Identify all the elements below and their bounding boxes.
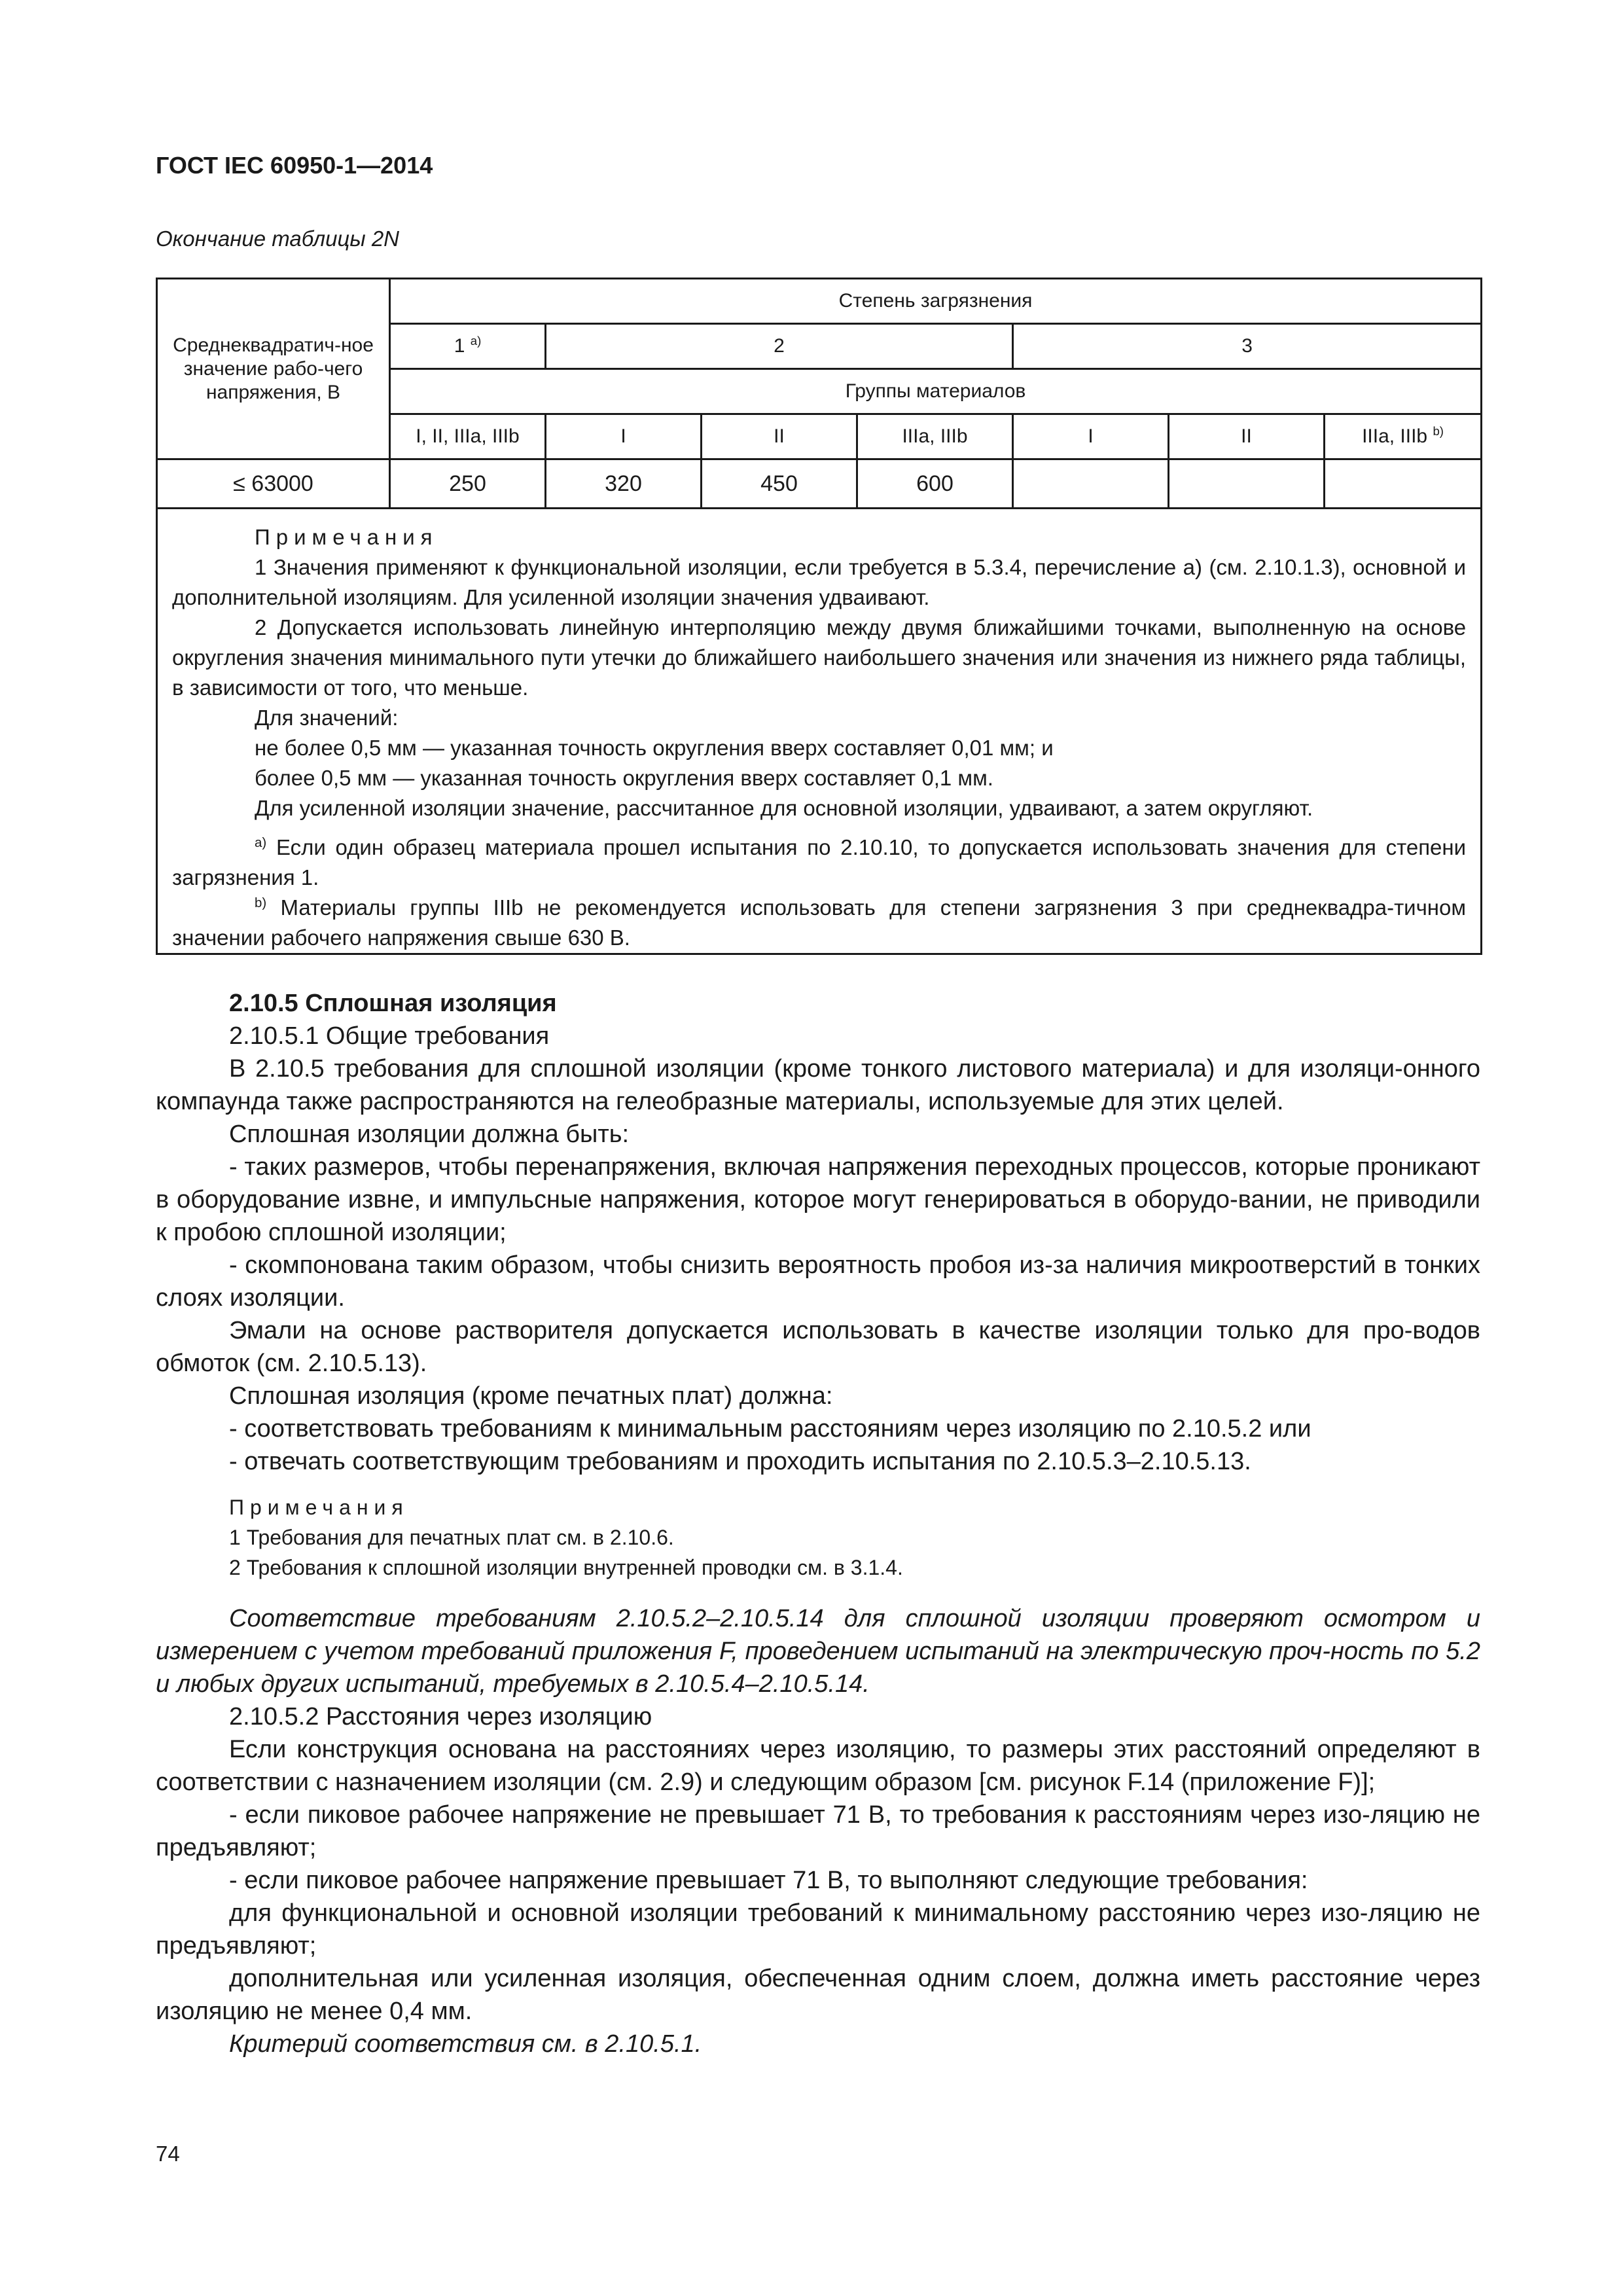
paragraph: дополнительная или усиленная изоляция, обеспеченная одним слоем, должна иметь расстояние через изоляцию не менее 0,4 мм. [156, 1965, 1480, 2025]
paragraph: Эмали на основе растворителя допускается использовать в качестве изоляции только для про-водов обмоток (см. 2.10.5.13). [156, 1317, 1480, 1377]
list-item: - отвечать соответствующим требованиям и проходить испытания по 2.10.5.3–2.10.5.13. [229, 1448, 1251, 1475]
page-number: 74 [156, 2142, 180, 2166]
value-cell: 320 [546, 459, 702, 509]
note-2-item: Для усиленной изоляции значение, рассчитанное для основной изоляции, удваивают, а затем округляют. [255, 796, 1313, 820]
voltage-cell: ≤ 63000 [157, 459, 390, 509]
footnote-b [172, 893, 1466, 953]
note-2-item: более 0,5 мм — указанная точность округления вверх составляет 0,1 мм. [255, 766, 993, 790]
group-cell: I [1013, 414, 1169, 459]
footnote-a-text: Если один образец материала прошел испытания по 2.10.10, то допускается использовать значения для степени загрязнения 1. [172, 835, 1467, 889]
footnote-b-mark: b) [255, 895, 267, 910]
footnote-a [172, 833, 1466, 893]
subsection-title: 2.10.5.2 Расстояния через изоляцию [229, 1703, 652, 1731]
note-1: 1 Значения применяют к функциональной изоляции, если требуется в 5.3.4, перечисление а) (см. 2.10.1.3), основной и дополнительной изоляциям. Для усиленной изоляции значения удваивают. [172, 555, 1467, 609]
table-2n [156, 278, 1480, 966]
degree-1-header [390, 324, 546, 369]
degree-1-label: 1 [454, 335, 465, 357]
material-groups-header: Группы материалов [390, 369, 1482, 414]
list-item: - скомпонована таким образом, чтобы снизить вероятность пробоя из-за наличия микроотверстий в тонких слоях изоляции. [156, 1251, 1480, 1312]
group-label: IIIa, IIIb [1362, 425, 1428, 447]
body-text [156, 987, 1480, 2060]
value-cell: 450 [702, 459, 857, 509]
paragraph: Сплошная изоляция (кроме печатных плат) должна: [229, 1382, 833, 1410]
group-cell [1325, 414, 1482, 459]
note-1: 1 Требования для печатных плат см. в 2.10.6. [229, 1526, 674, 1549]
list-item: - таких размеров, чтобы перенапряжения, включая напряжения переходных процессов, которые проникают в оборудование извне, и импульсные напряжения, которое могут генерироваться в оборудо-вании, не приводили к пробою сплошной изоляции; [156, 1153, 1480, 1246]
footnote-a-ref: a) [470, 334, 482, 348]
paragraph: Сплошная изоляции должна быть: [229, 1121, 630, 1148]
notes-heading: Примечания [255, 525, 438, 549]
note-2: 2 Требования к сплошной изоляции внутренней проводки см. в 3.1.4. [229, 1556, 903, 1579]
footnote-a-mark: a) [255, 835, 267, 850]
voltage-column-header: Среднеквадратич-ное значение рабо-чего напряжения, В [157, 279, 390, 459]
document-header: ГОСТ IEC 60950-1—2014 [156, 152, 433, 179]
degree-2-header: 2 [546, 324, 1013, 369]
section-title: 2.10.5 Сплошная изоляция [229, 990, 557, 1017]
paragraph: Если конструкция основана на расстояниях через изоляцию, то размеры этих расстояний определяют в соответствии с назначением изоляции (см. 2.9) и следующим образом [см. рисунок F.14 (приложение F)]; [156, 1736, 1480, 1796]
group-cell: I [546, 414, 702, 459]
value-cell: 600 [857, 459, 1013, 509]
value-cell: 250 [390, 459, 546, 509]
group-cell: IIIa, IIIb [857, 414, 1013, 459]
note-2-sub: Для значений: [255, 706, 399, 730]
list-item: - если пиковое рабочее напряжение превышает 71 В, то выполняют следующие требования: [229, 1867, 1308, 1894]
group-cell: II [702, 414, 857, 459]
compliance-statement: Соответствие требованиям 2.10.5.2–2.10.5.14 для сплошной изоляции проверяют осмотром и измерением с учетом требований приложения F, проведением испытаний на электрическую проч-ность по 5.2 и любых других испытаний, требуемых в 2.10.5.4–2.10.5.14. [156, 1605, 1480, 1698]
compliance-statement: Критерий соответствия см. в 2.10.5.1. [229, 2030, 702, 2058]
footnote-b-text: Материалы группы IIIb не рекомендуется использовать для степени загрязнения 3 при среднеквадра-тичном значении рабочего напряжения свыше 630 В. [172, 895, 1467, 950]
group-cell: II [1169, 414, 1325, 459]
value-cell [1325, 459, 1482, 509]
notes-heading: Примечания [229, 1496, 409, 1519]
list-item: - если пиковое рабочее напряжение не превышает 71 В, то требования к расстояниям через изо-ляцию не предъявляют; [156, 1801, 1480, 1861]
group-cell: I, II, IIIa, IIIb [390, 414, 546, 459]
pollution-degree-header: Степень загрязнения [390, 279, 1482, 324]
footnote-b-ref: b) [1433, 424, 1444, 438]
table-notes [157, 509, 1482, 954]
note-2: 2 Допускается использовать линейную интерполяцию между двумя ближайшими точками, выполненную на основе округления значения минимального пути утечки до ближайшего наибольшего значения или значения из нижнего ряда таблицы, в зависимости от того, что меньше. [172, 615, 1467, 700]
note-2-item: не более 0,5 мм — указанная точность округления вверх составляет 0,01 мм; и [255, 736, 1054, 760]
list-item: - соответствовать требованиям к минимальным расстояниям через изоляцию по 2.10.5.2 или [229, 1415, 1311, 1443]
table-caption: Окончание таблицы 2N [156, 226, 400, 251]
value-cell [1013, 459, 1169, 509]
value-cell [1169, 459, 1325, 509]
degree-3-header: 3 [1013, 324, 1482, 369]
subsection-title: 2.10.5.1 Общие требования [229, 1022, 550, 1050]
paragraph: для функциональной и основной изоляции требований к минимальному расстоянию через изо-ляцию не предъявляют; [156, 1899, 1480, 1960]
paragraph: В 2.10.5 требования для сплошной изоляции (кроме тонкого листового материала) и для изоляци-онного компаунда также распространяются на гелеобразные материалы, используемые для этих целей. [156, 1055, 1480, 1115]
